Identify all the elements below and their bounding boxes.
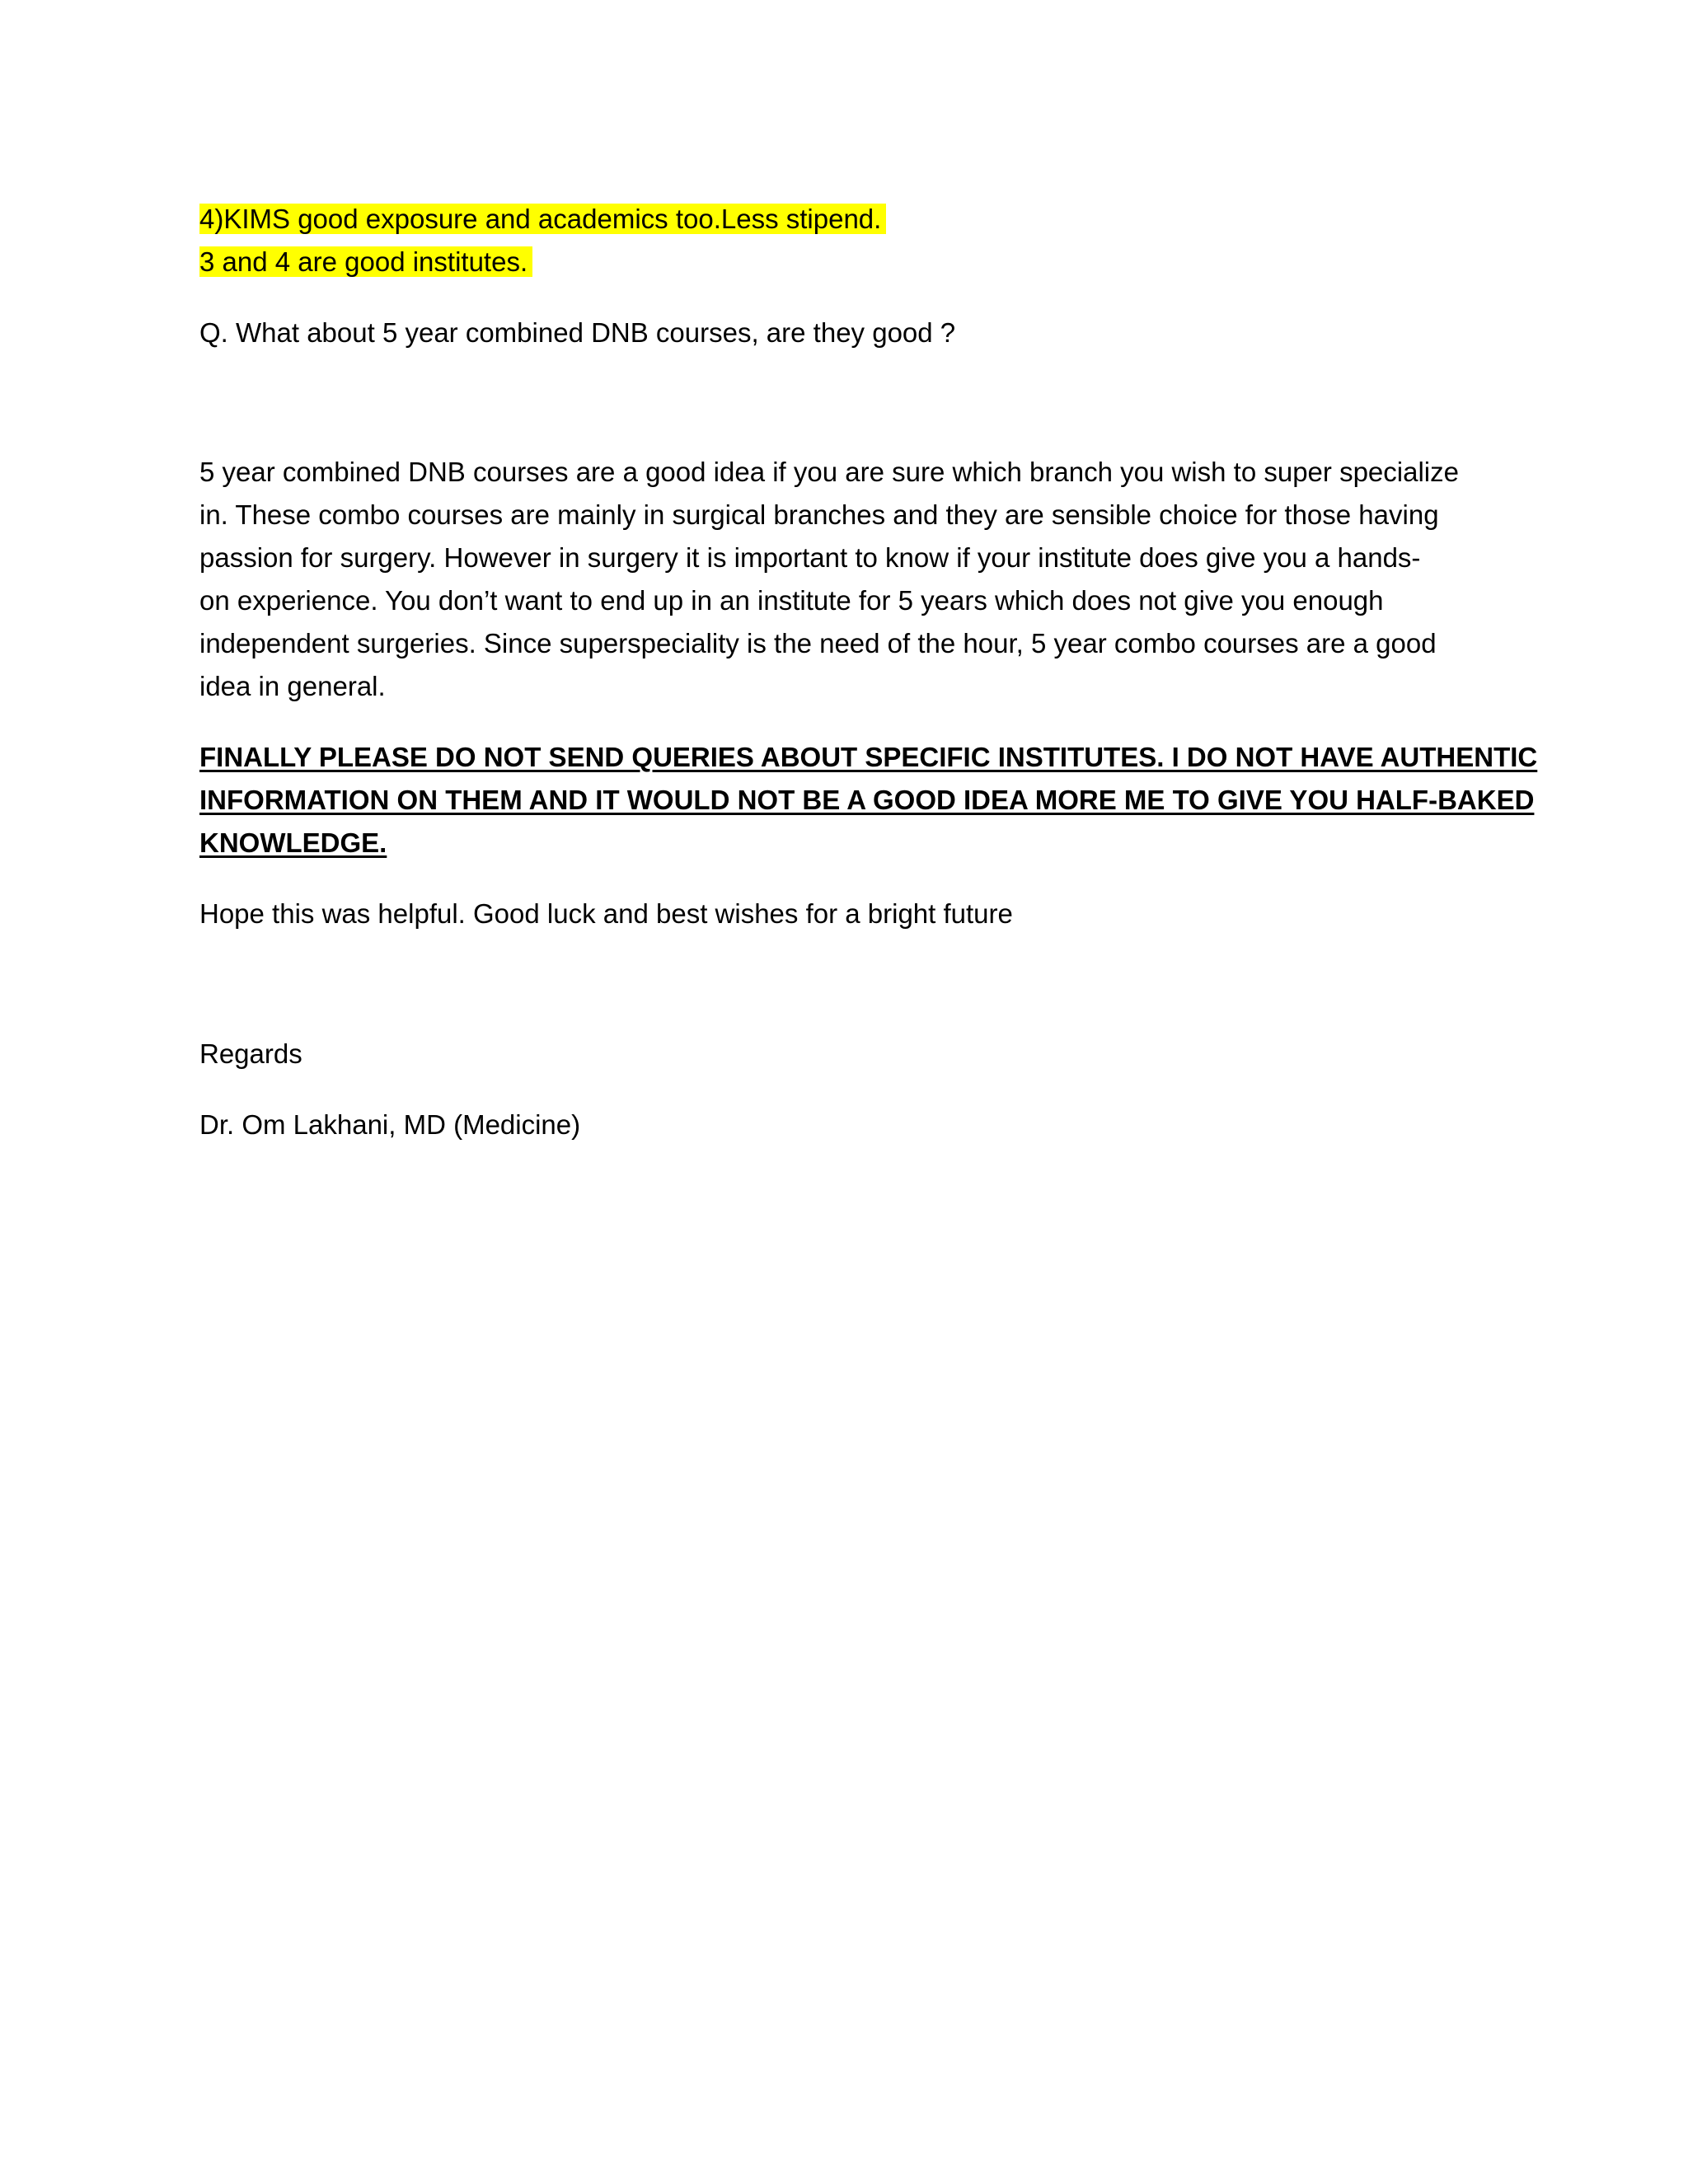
answer-line: on experience. You don’t want to end up in an institute for 5 years which does not give you enough <box>199 585 1384 616</box>
signature-text: Dr. Om Lakhani, MD (Medicine) <box>199 1109 581 1140</box>
answer-line: 5 year combined DNB courses are a good idea if you are sure which branch you wish to super specialize <box>199 457 1459 487</box>
question-text: Q. What about 5 year combined DNB courses, are they good ? <box>199 317 956 348</box>
answer-paragraph <box>199 451 1485 708</box>
answer-line: idea in general. <box>199 671 386 701</box>
answer-line: independent surgeries. Since superspeciality is the need of the hour, 5 year combo courses are a good <box>199 628 1437 658</box>
spacer <box>199 865 1485 893</box>
notice-line: FINALLY PLEASE DO NOT SEND QUERIES ABOUT SPECIFIC INSTITUTES. I DO NOT HAVE AUTHENTIC <box>199 742 1538 772</box>
spacer <box>199 284 1485 312</box>
notice-paragraph <box>199 736 1538 865</box>
regards-text: Regards <box>199 1038 302 1069</box>
highlighted-line: 3 and 4 are good institutes. <box>199 241 1485 284</box>
notice-line: KNOWLEDGE. <box>199 827 387 858</box>
spacer <box>199 935 1485 1033</box>
spacer <box>199 1076 1485 1104</box>
answer-line: passion for surgery. However in surgery it is important to know if your institute does give you a hands- <box>199 542 1421 573</box>
closing-text: Hope this was helpful. Good luck and best wishes for a bright future <box>199 898 1013 929</box>
document-body <box>199 198 1538 1146</box>
notice-line: INFORMATION ON THEM AND IT WOULD NOT BE A GOOD IDEA MORE ME TO GIVE YOU HALF-BAKED <box>199 785 1535 815</box>
spacer <box>199 708 1485 736</box>
highlighted-line: 4)KIMS good exposure and academics too.Less stipend. <box>199 198 1485 241</box>
answer-line: in. These combo courses are mainly in surgical branches and they are sensible choice for those having <box>199 499 1439 530</box>
spacer <box>199 354 1485 451</box>
